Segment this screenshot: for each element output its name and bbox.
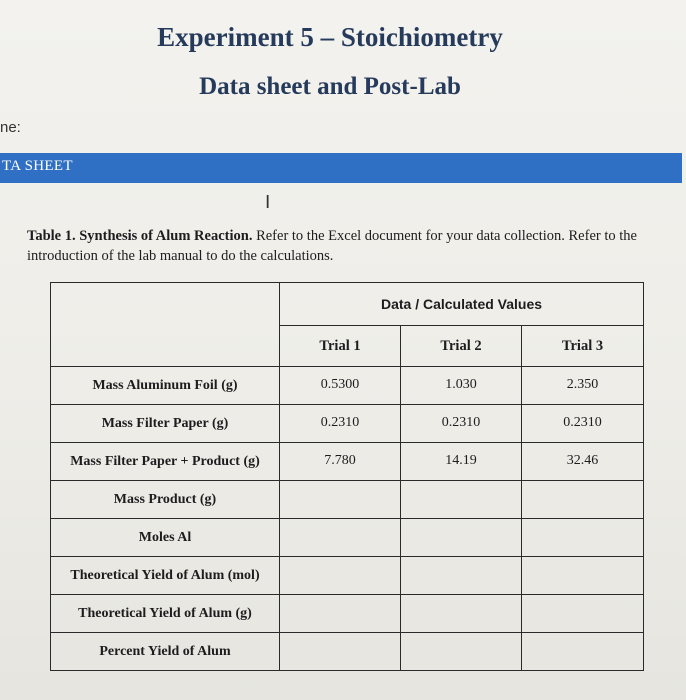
row-label: Theoretical Yield of Alum (mol) [51, 557, 280, 595]
row-label: Theoretical Yield of Alum (g) [51, 595, 280, 633]
value-cell[interactable]: 0.2310 [522, 405, 644, 443]
table-row [51, 481, 644, 519]
value-cell[interactable] [522, 557, 644, 595]
value-cell[interactable] [401, 557, 522, 595]
table-caption [27, 226, 662, 266]
row-label: Mass Filter Paper + Product (g) [51, 443, 280, 481]
value-cell[interactable] [401, 481, 522, 519]
value-cell[interactable]: 14.19 [401, 443, 522, 481]
value-cell[interactable]: 0.5300 [280, 367, 401, 405]
value-cell[interactable] [280, 519, 401, 557]
value-cell[interactable] [280, 633, 401, 671]
row-label: Mass Aluminum Foil (g) [51, 367, 280, 405]
name-label: ne: [0, 119, 21, 136]
table-row [51, 595, 644, 633]
value-cell[interactable] [522, 633, 644, 671]
trial-2-header: Trial 2 [401, 326, 522, 367]
table-row [51, 443, 644, 481]
value-cell[interactable]: 0.2310 [401, 405, 522, 443]
value-cell[interactable]: 7.780 [280, 443, 401, 481]
value-cell[interactable]: 0.2310 [280, 405, 401, 443]
value-cell[interactable] [522, 481, 644, 519]
table-row [51, 367, 644, 405]
page-subtitle: Data sheet and Post-Lab [199, 73, 461, 100]
data-table [50, 282, 644, 671]
table-caption-bold: Table 1. Synthesis of Alum Reaction. [27, 228, 253, 244]
table-row [51, 519, 644, 557]
text-cursor-icon: I [265, 192, 271, 213]
section-banner-label: TA SHEET [2, 158, 73, 174]
value-cell[interactable]: 2.350 [522, 367, 644, 405]
table-caption-text: Refer to the Excel document for your data collection. Refer to the introduction of the lab manual to do the calculations. [27, 228, 637, 264]
value-cell[interactable]: 1.030 [401, 367, 522, 405]
value-cell[interactable] [280, 557, 401, 595]
table-corner-cell [51, 283, 280, 367]
trial-3-header: Trial 3 [522, 326, 644, 367]
value-cell[interactable] [522, 595, 644, 633]
table-row [51, 633, 644, 671]
row-label: Moles Al [51, 519, 280, 557]
page-title: Experiment 5 – Stoichiometry [157, 22, 503, 52]
row-label: Mass Filter Paper (g) [51, 405, 280, 443]
group-header: Data / Calculated Values [280, 283, 644, 326]
value-cell[interactable] [280, 481, 401, 519]
section-banner [0, 153, 682, 183]
value-cell[interactable] [401, 519, 522, 557]
row-label: Percent Yield of Alum [51, 633, 280, 671]
value-cell[interactable] [401, 633, 522, 671]
value-cell[interactable] [280, 595, 401, 633]
row-label: Mass Product (g) [51, 481, 280, 519]
value-cell[interactable] [522, 519, 644, 557]
table-row [51, 405, 644, 443]
value-cell[interactable] [401, 595, 522, 633]
table-row [51, 557, 644, 595]
value-cell[interactable]: 32.46 [522, 443, 644, 481]
trial-1-header: Trial 1 [280, 326, 401, 367]
